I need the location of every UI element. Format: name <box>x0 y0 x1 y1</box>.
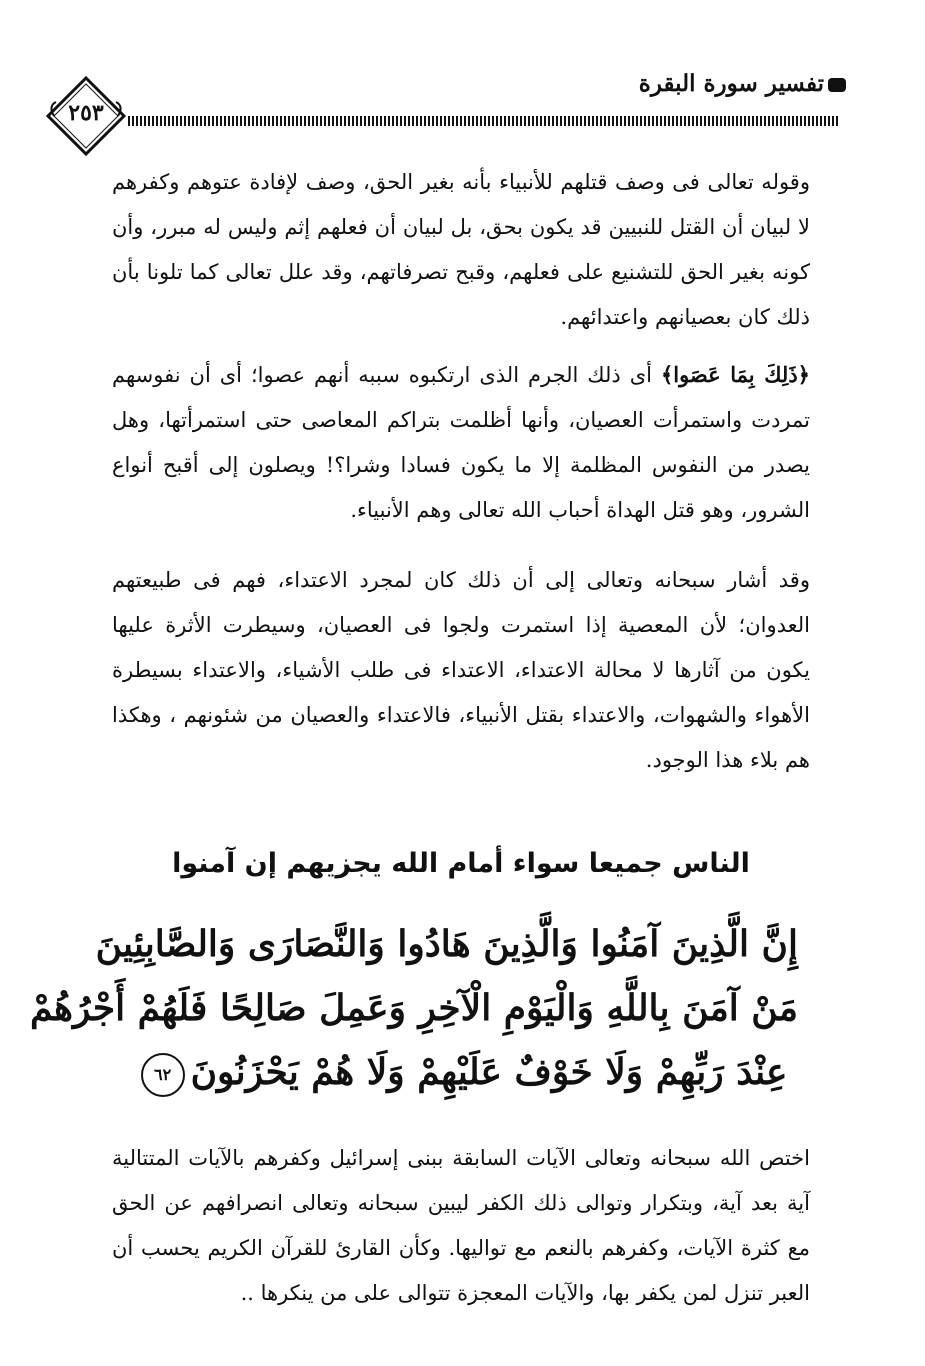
title-bullet-icon <box>828 78 846 92</box>
paragraph-4: اختص الله سبحانه وتعالى الآيات السابقة ببنى إسرائيل وكفرهم بالآيات المتتالية آية بعد آية، وبتكرار وتوالى ذلك الكفر ليبين سبحانه وتعالى انصرافهم عن الحق مع كثرة الآيات، وكفرهم بالنعم مع تواليها. وكأن القارئ للقرآن الكريم يحسب أن العبر تنزل لمن يكفر بها، والآيات المعجزة تتوالى على من ينكرها .. <box>112 1146 810 1305</box>
quran-quote: ﴿ذَلِكَ بِمَا عَصَوا﴾ <box>660 362 810 387</box>
verse-line-3 <box>130 1040 798 1104</box>
paragraph-1: وقوله تعالى فى وصف قتلهم للأنبياء بأنه بغير الحق، وصف لإفادة عتوهم وكفرهم لا لبيان أن القتل للنبيين قد يكون بحق، بل لبيان أن فعلهم إثم وليس له مبرر، وأن كونه بغير الحق للتشنيع على فعلهم، وقبح تصرفاتهم، وقد علل تعالى كما تلونا بأن ذلك كان بعصيانهم واعتدائهم. <box>112 170 810 329</box>
running-title: تفسير سورة البقرة <box>638 70 824 97</box>
verse-line-2: مَنْ آمَنَ بِاللَّهِ وَالْيَوْمِ الْآخِرِ وَعَمِلَ صَالِحًا فَلَهُمْ أَجْرُهُمْ <box>30 987 798 1029</box>
paragraph-2-text: أى ذلك الجرم الذى ارتكبوه سببه أنهم عصوا؛ أى أن نفوسهم تمردت واستمرأت العصيان، وأنها أظلمت بتراكم المعاصى حتى استمرأتها، وهل يصدر من النفوس المظلمة إلا ما يكون فسادا وشرا؟! ويصلون إلى أقبح أنواع الشرور، وهو قتل الهداة أحباب الله تعالى وهم الأنبياء. <box>112 363 810 522</box>
quran-verse <box>30 912 798 1104</box>
ayah-number-marker: ٦٢ <box>141 1053 185 1097</box>
paragraph-3: وقد أشار سبحانه وتعالى إلى أن ذلك كان لمجرد الاعتداء، فهم فى طبيعتهم العدوان؛ لأن المعصية إذا استمرت ولجوا فى العصيان، وسيطرت الأثرة عليها يكون من آثارها لا محالة الاعتداء، الاعتداء فى طلب الأشياء، والاعتداء بسيطرة الأهواء والشهوات، والاعتداء بقتل الأنبياء، فالاعتداء والعصيان من شئونهم ، وهكذا هم بلاء هذا الوجود. <box>112 568 810 772</box>
section-heading: الناس جميعا سواء أمام الله يجزيهم إن آمنوا <box>172 848 750 879</box>
verse-line-1: إِنَّ الَّذِينَ آمَنُوا وَالَّذِينَ هَادُوا وَالنَّصَارَى وَالصَّابِئِينَ <box>95 923 798 965</box>
header-rule <box>128 116 840 126</box>
paragraph-2 <box>112 352 810 533</box>
page-header <box>40 66 840 146</box>
verse-line-3-text: عِنْدَ رَبِّهِمْ وَلَا خَوْفٌ عَلَيْهِمْ وَلَا هُمْ يَحْزَنُونَ <box>190 1051 788 1093</box>
page-number: ٢٥٣ <box>68 100 104 126</box>
